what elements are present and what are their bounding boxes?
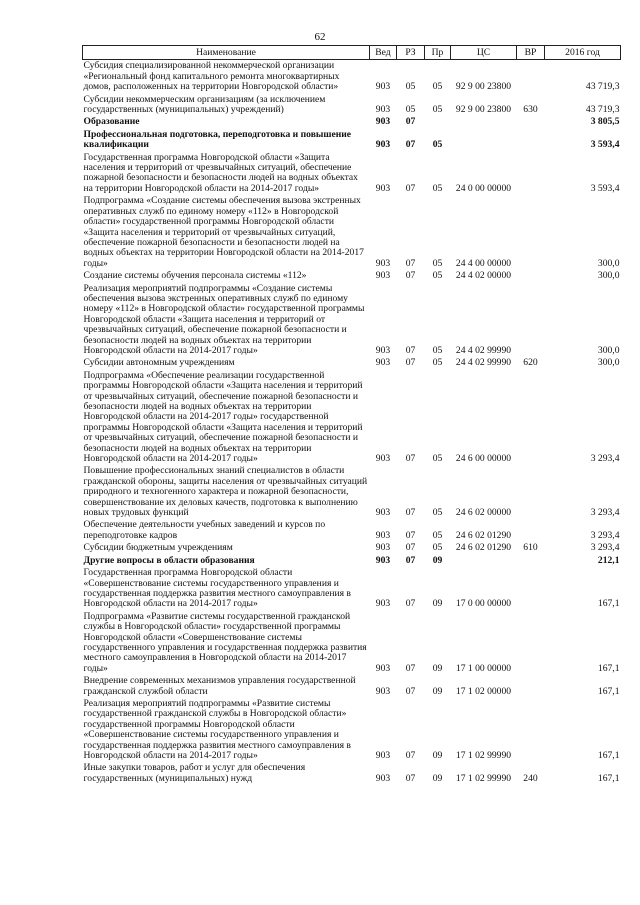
row-vr bbox=[517, 270, 545, 282]
row-sum: 212,1 bbox=[597, 554, 620, 566]
table-row bbox=[83, 60, 621, 94]
row-ved: 903 bbox=[375, 257, 391, 269]
table-row bbox=[83, 567, 621, 611]
row-name: Иные закупки товаров, работ и услуг для обеспечения государственных (муниципальных) нужд bbox=[83, 762, 306, 784]
row-sum: 167,1 bbox=[597, 750, 620, 761]
table-row bbox=[83, 195, 621, 270]
row-vr: 630 bbox=[523, 104, 538, 116]
row-cs: 17 1 02 99990 bbox=[455, 750, 512, 761]
row-rz: 07 bbox=[405, 257, 416, 269]
row-cs: 24 4 02 99990 bbox=[455, 344, 512, 356]
table-row bbox=[83, 542, 621, 554]
row-ved: 903 bbox=[375, 453, 391, 465]
row-pr: 09 bbox=[432, 598, 443, 610]
row-vr: 610 bbox=[523, 542, 538, 554]
row-cs: 92 9 00 23800 bbox=[455, 81, 512, 93]
row-name: Обеспечение деятельности учебных заведений и курсов по переподготовке кадров bbox=[83, 519, 326, 541]
row-sum: 300,0 bbox=[597, 344, 620, 356]
header-cs: ЦС bbox=[451, 46, 517, 60]
row-rz: 07 bbox=[405, 357, 416, 369]
row-ved: 903 bbox=[375, 772, 391, 784]
row-pr: 09 bbox=[432, 685, 443, 697]
row-ved: 903 bbox=[375, 507, 391, 519]
table-row bbox=[83, 675, 621, 698]
row-sum: 43 719,3 bbox=[585, 104, 620, 116]
row-vr bbox=[517, 567, 545, 611]
header-rz: РЗ bbox=[397, 46, 425, 60]
row-name: Реализация мероприятий подпрограммы «Создание системы обеспечения вызова экстренных оперативных служб по единому номеру «112» в Новгородской области» государственной программы Новгородской области «Защита населения и территорий от чрезвычайных ситуаций, обеспечение пожарной безопасности и безопасности людей на водных объектах на территории Новгородской области на 2014-2017 годы» bbox=[83, 282, 365, 356]
header-ved: Вед bbox=[370, 46, 397, 60]
row-rz: 07 bbox=[405, 344, 416, 356]
row-cs bbox=[451, 129, 517, 152]
table-row bbox=[83, 762, 621, 785]
row-pr: 05 bbox=[432, 357, 443, 369]
row-vr bbox=[517, 698, 545, 762]
header-name: Наименование bbox=[83, 46, 370, 60]
table-body bbox=[83, 60, 621, 785]
row-cs: 17 1 02 00000 bbox=[455, 685, 512, 697]
row-pr: 09 bbox=[432, 554, 443, 566]
row-sum: 3 293,4 bbox=[590, 453, 620, 465]
row-ved: 903 bbox=[375, 139, 391, 151]
row-vr: 240 bbox=[523, 772, 538, 784]
row-pr: 05 bbox=[432, 81, 443, 93]
row-name: Субсидии автономным учреждениям bbox=[83, 357, 235, 369]
table-header bbox=[83, 46, 621, 60]
row-rz: 07 bbox=[405, 750, 416, 761]
row-ved: 903 bbox=[375, 529, 391, 541]
row-sum: 167,1 bbox=[597, 772, 620, 784]
row-ved: 903 bbox=[375, 554, 391, 566]
row-cs: 24 4 02 99990 bbox=[455, 357, 512, 369]
row-vr bbox=[517, 675, 545, 698]
row-ved: 903 bbox=[375, 542, 391, 554]
row-cs: 24 6 02 01290 bbox=[455, 542, 512, 554]
table-row bbox=[83, 129, 621, 152]
table-row bbox=[83, 283, 621, 358]
row-cs: 92 9 00 23800 bbox=[455, 104, 512, 116]
row-vr bbox=[517, 370, 545, 466]
row-name: Создание системы обучения персонала системы «112» bbox=[83, 270, 307, 282]
row-ved: 903 bbox=[375, 344, 391, 356]
row-name: Субсидии бюджетным учреждениям bbox=[83, 542, 233, 554]
row-pr: 05 bbox=[432, 270, 443, 282]
row-rz: 07 bbox=[405, 685, 416, 697]
row-cs: 17 1 02 99990 bbox=[455, 772, 512, 784]
row-pr: 05 bbox=[432, 344, 443, 356]
row-ved: 903 bbox=[375, 116, 391, 128]
table-row bbox=[83, 357, 621, 369]
row-cs: 17 1 00 00000 bbox=[455, 662, 512, 674]
row-name: Государственная программа Новгородской области «Защита населения и территорий от чрезвычайных ситуаций, обеспечение пожарной безопасности и безопасности людей на водных объектах на территории Новгородской области на 2014-2017 годы» bbox=[83, 151, 358, 194]
header-pr: Пр bbox=[425, 46, 451, 60]
row-sum: 3 293,4 bbox=[590, 507, 620, 519]
row-ved: 903 bbox=[375, 750, 391, 761]
row-name: Подпрограмма «Обеспечение реализации государственной программы Новгородской области «Защита населения и территорий от чрезвычайных ситуаций, обеспечение пожарной безопасности и безопасности людей на водных объектах на территории Новгородской области на 2014-2017 годы» государственной программы Новгородской области «Защита населения и территорий от чрезвычайных ситуаций, обеспечение пожарной безопасности и безопасности людей на водных объектах на территории Новгородской области на 2014-2017 годы» bbox=[83, 369, 363, 465]
row-vr: 620 bbox=[523, 357, 538, 369]
row-rz: 07 bbox=[405, 554, 416, 566]
row-name: Государственная программа Новгородской области «Совершенствование системы государственного управления и государственная поддержка развития местного самоуправления в Новгородской области на 2014-2017 годы» bbox=[83, 567, 351, 610]
header-vr: ВР bbox=[517, 46, 545, 60]
row-rz: 05 bbox=[405, 81, 416, 93]
table-row bbox=[83, 611, 621, 675]
row-pr: 09 bbox=[432, 662, 443, 674]
row-sum: 3 293,4 bbox=[590, 529, 620, 541]
row-pr: 05 bbox=[432, 104, 443, 116]
row-rz: 07 bbox=[405, 116, 416, 128]
row-name: Субсидия специализированной некоммерческой организации «Региональный фонд капитального ремонта многоквартирных домов, расположенных на территории Новгородской области» bbox=[83, 60, 340, 93]
row-name: Образование bbox=[83, 116, 140, 128]
row-rz: 05 bbox=[405, 104, 416, 116]
row-ved: 903 bbox=[375, 357, 391, 369]
row-cs: 24 6 02 00000 bbox=[455, 507, 512, 519]
row-name: Профессиональная подготовка, переподготовка и повышение квалификации bbox=[83, 128, 352, 151]
row-ved: 903 bbox=[375, 81, 391, 93]
table-row bbox=[83, 94, 621, 117]
row-ved: 903 bbox=[375, 685, 391, 697]
budget-table bbox=[82, 45, 621, 785]
row-pr bbox=[425, 116, 451, 128]
header-sum: 2016 год bbox=[545, 46, 621, 60]
row-vr bbox=[517, 555, 545, 567]
row-name: Реализация мероприятий подпрограммы «Развитие системы государственной гражданской службы в Новгородской области» государственной программы Новгородской области «Совершенствование системы государственного управления и государственная поддержка развития местного самоуправления в Новгородской области на 2014-2017 годы» bbox=[83, 697, 351, 761]
row-vr bbox=[517, 519, 545, 542]
row-vr bbox=[517, 195, 545, 270]
row-vr bbox=[517, 465, 545, 519]
row-rz: 07 bbox=[405, 270, 416, 282]
row-pr: 05 bbox=[432, 507, 443, 519]
row-rz: 07 bbox=[405, 529, 416, 541]
row-pr: 09 bbox=[432, 772, 443, 784]
table-row bbox=[83, 370, 621, 466]
row-pr: 09 bbox=[432, 750, 443, 761]
row-rz: 07 bbox=[405, 453, 416, 465]
row-pr: 05 bbox=[432, 529, 443, 541]
row-cs bbox=[451, 116, 517, 128]
row-cs: 17 0 00 00000 bbox=[455, 598, 512, 610]
table-row bbox=[83, 152, 621, 196]
row-name: Другие вопросы в области образования bbox=[83, 554, 255, 566]
table-row bbox=[83, 519, 621, 542]
row-vr bbox=[517, 129, 545, 152]
row-cs: 24 4 00 00000 bbox=[455, 257, 512, 269]
row-cs: 24 0 00 00000 bbox=[455, 182, 512, 194]
row-rz: 07 bbox=[405, 182, 416, 194]
row-vr bbox=[517, 283, 545, 358]
row-pr: 05 bbox=[432, 453, 443, 465]
row-vr bbox=[517, 152, 545, 196]
row-sum: 3 593,4 bbox=[590, 182, 620, 194]
table-row bbox=[83, 270, 621, 282]
row-sum: 167,1 bbox=[597, 598, 620, 610]
row-name: Подпрограмма «Развитие системы государственной гражданской службы в Новгородской области» государственной программы Новгородской области «Совершенствование системы государственного управления и государственная поддержка развития местного самоуправления в Новгородской области на 2014-2017 годы» bbox=[83, 610, 367, 674]
row-cs bbox=[451, 555, 517, 567]
row-sum: 3 293,4 bbox=[590, 542, 620, 554]
row-sum: 167,1 bbox=[597, 662, 620, 674]
row-rz: 07 bbox=[405, 598, 416, 610]
row-pr: 05 bbox=[432, 257, 443, 269]
row-vr bbox=[517, 116, 545, 128]
row-pr: 05 bbox=[432, 542, 443, 554]
row-rz: 07 bbox=[405, 662, 416, 674]
row-ved: 903 bbox=[375, 598, 391, 610]
row-name: Субсидии некоммерческим организациям (за исключением государственных (муниципальных) учреждений) bbox=[83, 93, 326, 116]
table-row bbox=[83, 465, 621, 519]
row-sum: 300,0 bbox=[597, 357, 620, 369]
row-name: Повышение профессиональных знаний специалистов в области гражданской обороны, защиты населения от чрезвычайных ситуаций природного и техногенного характера и пожарной безопасности, совершенствование их деловых качеств, подготовка к выполнению новых трудовых функций bbox=[83, 465, 368, 519]
row-pr: 05 bbox=[432, 182, 443, 194]
row-vr bbox=[517, 60, 545, 94]
row-rz: 07 bbox=[405, 542, 416, 554]
row-ved: 903 bbox=[375, 662, 391, 674]
row-sum: 3 805,5 bbox=[590, 116, 620, 128]
row-vr bbox=[517, 611, 545, 675]
row-sum: 300,0 bbox=[597, 270, 620, 282]
row-rz: 07 bbox=[405, 507, 416, 519]
row-pr: 05 bbox=[432, 139, 443, 151]
table-row bbox=[83, 698, 621, 762]
row-rz: 07 bbox=[405, 772, 416, 784]
row-name: Подпрограмма «Создание системы обеспечения вызова экстренных оперативных служб по единому номеру «112» в Новгородской области» государственной программы Новгородской области «Защита населения и территорий от чрезвычайных ситуаций, обеспечение пожарной безопасности и безопасности людей на водных объектах на территории Новгородской области на 2014-2017 годы» bbox=[83, 195, 364, 269]
row-name: Внедрение современных механизмов управления государственной гражданской службой области bbox=[83, 675, 356, 697]
page-number: 62 bbox=[314, 31, 326, 43]
row-sum: 167,1 bbox=[597, 685, 620, 697]
table-row bbox=[83, 555, 621, 567]
row-cs: 24 6 00 00000 bbox=[455, 453, 512, 465]
row-ved: 903 bbox=[375, 104, 391, 116]
row-sum: 43 719,3 bbox=[585, 81, 620, 93]
table-row bbox=[83, 116, 621, 128]
row-ved: 903 bbox=[375, 270, 391, 282]
row-ved: 903 bbox=[375, 182, 391, 194]
row-sum: 3 593,4 bbox=[590, 139, 620, 151]
row-cs: 24 6 02 01290 bbox=[455, 529, 512, 541]
row-rz: 07 bbox=[405, 139, 416, 151]
row-sum: 300,0 bbox=[597, 257, 620, 269]
row-cs: 24 4 02 00000 bbox=[455, 270, 512, 282]
